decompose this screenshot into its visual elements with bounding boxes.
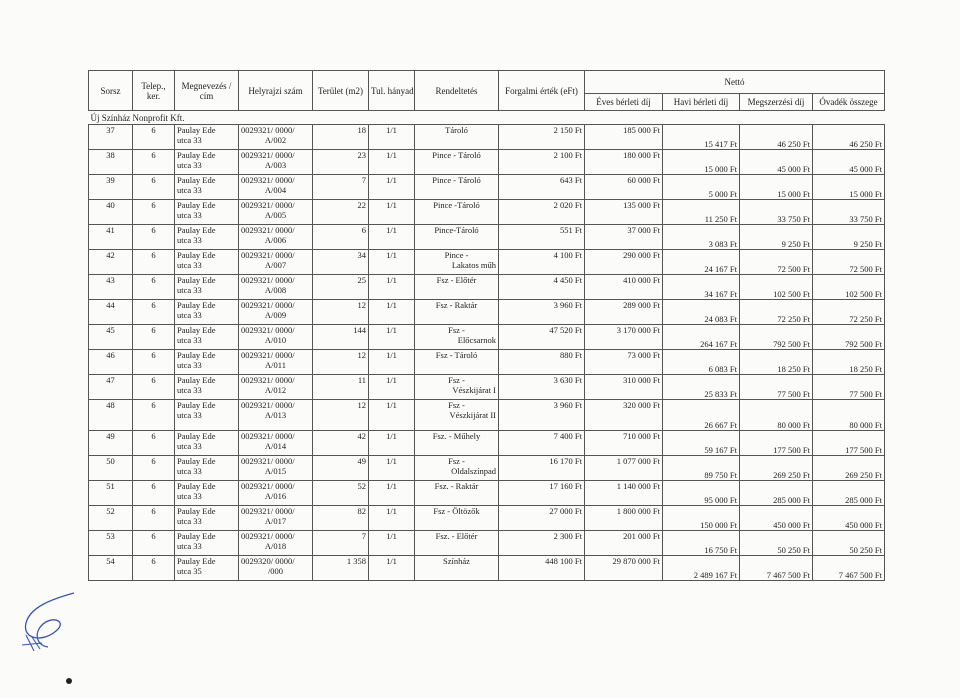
cell-terulet: 7 bbox=[361, 531, 366, 541]
cell-rendeltetes-line1: Pince-Tároló bbox=[434, 225, 479, 235]
cell-terulet: 7 bbox=[361, 175, 366, 185]
cell-havi: 59 167 Ft bbox=[704, 445, 737, 455]
cell-ovadek: 45 000 Ft bbox=[849, 164, 882, 174]
cell-havi: 11 250 Ft bbox=[704, 214, 737, 224]
cell-tul: 1/1 bbox=[386, 225, 397, 235]
cell-forgalmi: 4 450 Ft bbox=[553, 275, 582, 285]
cell-telep: 6 bbox=[151, 431, 156, 441]
cell-forgalmi: 3 960 Ft bbox=[553, 300, 582, 310]
cell-forgalmi: 880 Ft bbox=[560, 350, 582, 360]
table-row bbox=[89, 325, 885, 350]
cell-forgalmi: 16 170 Ft bbox=[549, 456, 582, 466]
cell-telep: 6 bbox=[151, 275, 156, 285]
cell-sorsz: 37 bbox=[106, 125, 115, 135]
cell-tul: 1/1 bbox=[386, 456, 397, 466]
cell-rendeltetes-line1: Fsz - Tároló bbox=[435, 350, 478, 360]
cell-havi: 89 750 Ft bbox=[704, 470, 737, 480]
cell-eves: 1 077 000 Ft bbox=[616, 456, 660, 466]
cell-address-line1: Paulay Ede bbox=[177, 325, 216, 335]
table-row bbox=[89, 506, 885, 531]
cell-sorsz: 41 bbox=[106, 225, 115, 235]
cell-rendeltetes-line1: Fsz - Előtér bbox=[436, 275, 477, 285]
cell-tul: 1/1 bbox=[386, 200, 397, 210]
cell-address-line2: utca 33 bbox=[177, 410, 202, 420]
cell-terulet: 11 bbox=[357, 375, 366, 385]
cell-telep: 6 bbox=[151, 125, 156, 135]
cell-hrsz-line2: A/004 bbox=[264, 185, 287, 195]
cell-havi: 15 000 Ft bbox=[704, 164, 737, 174]
cell-rendeltetes-line1: Színház bbox=[443, 556, 470, 566]
cell-rendeltetes-line1: Pince - bbox=[444, 250, 469, 260]
cell-ovadek: 72 250 Ft bbox=[849, 314, 882, 324]
cell-address-line2: utca 33 bbox=[177, 260, 202, 270]
cell-megszerzesi: 285 000 Ft bbox=[773, 495, 810, 505]
table-row bbox=[89, 375, 885, 400]
cell-address-line1: Paulay Ede bbox=[177, 275, 216, 285]
cell-hrsz-line1: 0029321/ 0000/ bbox=[241, 456, 295, 466]
cell-telep: 6 bbox=[151, 325, 156, 335]
cell-telep: 6 bbox=[151, 250, 156, 260]
cell-terulet: 49 bbox=[357, 456, 366, 466]
cell-megszerzesi: 80 000 Ft bbox=[777, 420, 810, 430]
cell-address-line1: Paulay Ede bbox=[177, 431, 216, 441]
cell-sorsz: 51 bbox=[106, 481, 115, 491]
cell-havi: 25 833 Ft bbox=[704, 389, 737, 399]
cell-telep: 6 bbox=[151, 531, 156, 541]
cell-telep: 6 bbox=[151, 350, 156, 360]
cell-tul: 1/1 bbox=[386, 300, 397, 310]
cell-telep: 6 bbox=[151, 225, 156, 235]
col-header-terulet: Terület (m2) bbox=[313, 71, 369, 111]
cell-address-line2: utca 33 bbox=[177, 441, 202, 451]
col-header-sorsz: Sorsz bbox=[89, 71, 133, 111]
property-table bbox=[88, 70, 885, 581]
cell-megszerzesi: 450 000 Ft bbox=[773, 520, 810, 530]
cell-rendeltetes-line1: Fsz. - Raktár bbox=[434, 481, 479, 491]
table-row bbox=[89, 225, 885, 250]
cell-rendeltetes-line1: Fsz. - Előtér bbox=[435, 531, 478, 541]
cell-rendeltetes-line1: Tároló bbox=[445, 125, 468, 135]
cell-address-line2: utca 33 bbox=[177, 235, 202, 245]
cell-terulet: 52 bbox=[357, 481, 366, 491]
cell-terulet: 6 bbox=[361, 225, 366, 235]
table-row bbox=[89, 400, 885, 431]
cell-address-line1: Paulay Ede bbox=[177, 350, 216, 360]
cell-address-line2: utca 33 bbox=[177, 360, 202, 370]
cell-hrsz-line1: 0029321/ 0000/ bbox=[241, 125, 295, 135]
cell-rendeltetes-line2: Oldalszínpad bbox=[451, 466, 496, 476]
cell-terulet: 12 bbox=[357, 300, 366, 310]
cell-eves: 73 000 Ft bbox=[627, 350, 660, 360]
cell-rendeltetes-line1: Pince - Tároló bbox=[432, 150, 481, 160]
cell-ovadek: 9 250 Ft bbox=[853, 239, 882, 249]
cell-terulet: 34 bbox=[357, 250, 366, 260]
cell-ovadek: 50 250 Ft bbox=[849, 545, 882, 555]
cell-havi: 24 167 Ft bbox=[704, 264, 737, 274]
cell-rendeltetes-line1: Fsz - bbox=[448, 325, 465, 335]
cell-hrsz-line1: 0029321/ 0000/ bbox=[241, 375, 295, 385]
cell-rendeltetes-line1: Fsz - Öltözők bbox=[433, 506, 480, 516]
cell-hrsz-line2: A/002 bbox=[264, 135, 287, 145]
cell-ovadek: 7 467 500 Ft bbox=[838, 570, 882, 580]
cell-megszerzesi: 72 250 Ft bbox=[777, 314, 810, 324]
cell-address-line1: Paulay Ede bbox=[177, 375, 216, 385]
cell-terulet: 18 bbox=[357, 125, 366, 135]
section-title: Új Színház Nonprofit Kft. bbox=[89, 111, 885, 125]
cell-eves: 1 800 000 Ft bbox=[616, 506, 660, 516]
cell-hrsz-line2: A/015 bbox=[264, 466, 287, 476]
cell-hrsz-line2: A/007 bbox=[264, 260, 287, 270]
cell-telep: 6 bbox=[151, 556, 156, 566]
cell-hrsz-line1: 0029321/ 0000/ bbox=[241, 300, 295, 310]
cell-sorsz: 49 bbox=[106, 431, 115, 441]
cell-telep: 6 bbox=[151, 506, 156, 516]
table-row bbox=[89, 125, 885, 150]
cell-megszerzesi: 177 500 Ft bbox=[773, 445, 810, 455]
cell-address-line2: utca 33 bbox=[177, 466, 202, 476]
col-header-tul: Tul. hányad bbox=[369, 71, 415, 111]
col-header-havi: Havi bérleti díj bbox=[663, 94, 740, 111]
cell-rendeltetes-line2: Előcsarnok bbox=[457, 335, 496, 345]
cell-terulet: 1 358 bbox=[346, 556, 366, 566]
table-row bbox=[89, 531, 885, 556]
col-header-telep: Telep., ker. bbox=[133, 71, 175, 111]
cell-sorsz: 47 bbox=[106, 375, 115, 385]
table-row bbox=[89, 250, 885, 275]
section-row bbox=[89, 111, 885, 125]
cell-hrsz-line2: A/016 bbox=[264, 491, 287, 501]
cell-sorsz: 52 bbox=[106, 506, 115, 516]
cell-eves: 290 000 Ft bbox=[623, 250, 660, 260]
cell-hrsz-line2: A/009 bbox=[264, 310, 287, 320]
cell-ovadek: 792 500 Ft bbox=[845, 339, 882, 349]
cell-eves: 310 000 Ft bbox=[623, 375, 660, 385]
cell-sorsz: 46 bbox=[106, 350, 115, 360]
cell-forgalmi: 17 160 Ft bbox=[549, 481, 582, 491]
cell-ovadek: 177 500 Ft bbox=[845, 445, 882, 455]
cell-havi: 5 000 Ft bbox=[708, 189, 737, 199]
cell-megszerzesi: 46 250 Ft bbox=[777, 139, 810, 149]
col-header-megszerzesi: Megszerzési díj bbox=[740, 94, 813, 111]
cell-hrsz-line1: 0029321/ 0000/ bbox=[241, 250, 295, 260]
property-table-sheet bbox=[88, 70, 884, 581]
cell-rendeltetes-line2: Vészkijárat I bbox=[452, 385, 496, 395]
cell-rendeltetes-line1: Pince - Tároló bbox=[432, 175, 481, 185]
cell-telep: 6 bbox=[151, 481, 156, 491]
cell-telep: 6 bbox=[151, 400, 156, 410]
cell-rendeltetes-line1: Fsz - bbox=[448, 400, 465, 410]
cell-havi: 34 167 Ft bbox=[704, 289, 737, 299]
cell-tul: 1/1 bbox=[386, 275, 397, 285]
cell-telep: 6 bbox=[151, 300, 156, 310]
cell-ovadek: 285 000 Ft bbox=[845, 495, 882, 505]
cell-terulet: 22 bbox=[357, 200, 366, 210]
cell-megszerzesi: 102 500 Ft bbox=[773, 289, 810, 299]
cell-forgalmi: 2 300 Ft bbox=[553, 531, 582, 541]
cell-havi: 26 667 Ft bbox=[704, 420, 737, 430]
cell-forgalmi: 551 Ft bbox=[560, 225, 582, 235]
cell-rendeltetes-line1: Fsz - bbox=[448, 456, 465, 466]
cell-forgalmi: 643 Ft bbox=[560, 175, 582, 185]
cell-eves: 1 140 000 Ft bbox=[616, 481, 660, 491]
cell-megszerzesi: 15 000 Ft bbox=[777, 189, 810, 199]
cell-address-line2: utca 33 bbox=[177, 310, 202, 320]
cell-ovadek: 450 000 Ft bbox=[845, 520, 882, 530]
cell-hrsz-line1: 0029321/ 0000/ bbox=[241, 506, 295, 516]
table-row bbox=[89, 275, 885, 300]
cell-tul: 1/1 bbox=[386, 431, 397, 441]
cell-ovadek: 269 250 Ft bbox=[845, 470, 882, 480]
cell-terulet: 42 bbox=[357, 431, 366, 441]
cell-rendeltetes-line1: Fsz - Raktár bbox=[435, 300, 478, 310]
table-row bbox=[89, 150, 885, 175]
cell-hrsz-line2: A/003 bbox=[264, 160, 287, 170]
cell-hrsz-line1: 0029321/ 0000/ bbox=[241, 431, 295, 441]
table-row bbox=[89, 556, 885, 581]
table-row bbox=[89, 350, 885, 375]
cell-address-line2: utca 33 bbox=[177, 285, 202, 295]
cell-address-line2: utca 33 bbox=[177, 335, 202, 345]
cell-address-line2: utca 33 bbox=[177, 160, 202, 170]
cell-terulet: 25 bbox=[357, 275, 366, 285]
cell-sorsz: 42 bbox=[106, 250, 115, 260]
cell-address-line2: utca 33 bbox=[177, 491, 202, 501]
table-row bbox=[89, 481, 885, 506]
cell-sorsz: 40 bbox=[106, 200, 115, 210]
cell-hrsz-line2: A/013 bbox=[264, 410, 287, 420]
cell-terulet: 12 bbox=[357, 400, 366, 410]
cell-megszerzesi: 50 250 Ft bbox=[777, 545, 810, 555]
cell-ovadek: 80 000 Ft bbox=[849, 420, 882, 430]
cell-hrsz-line1: 0029321/ 0000/ bbox=[241, 400, 295, 410]
col-header-rendeltetes: Rendeltetés bbox=[415, 71, 499, 111]
cell-address-line1: Paulay Ede bbox=[177, 506, 216, 516]
cell-address-line1: Paulay Ede bbox=[177, 556, 216, 566]
cell-tul: 1/1 bbox=[386, 531, 397, 541]
cell-megszerzesi: 18 250 Ft bbox=[777, 364, 810, 374]
cell-forgalmi: 3 960 Ft bbox=[553, 400, 582, 410]
cell-address-line2: utca 33 bbox=[177, 185, 202, 195]
cell-address-line1: Paulay Ede bbox=[177, 175, 216, 185]
cell-hrsz-line1: 0029321/ 0000/ bbox=[241, 275, 295, 285]
cell-hrsz-line1: 0029321/ 0000/ bbox=[241, 175, 295, 185]
cell-forgalmi: 47 520 Ft bbox=[549, 325, 582, 335]
cell-address-line1: Paulay Ede bbox=[177, 125, 216, 135]
cell-rendeltetes-line1: Pince -Tároló bbox=[433, 200, 480, 210]
cell-eves: 135 000 Ft bbox=[623, 200, 660, 210]
cell-hrsz-line2: A/010 bbox=[264, 335, 287, 345]
cell-address-line2: utca 33 bbox=[177, 541, 202, 551]
cell-forgalmi: 2 100 Ft bbox=[553, 150, 582, 160]
cell-tul: 1/1 bbox=[386, 481, 397, 491]
cell-rendeltetes-line2: Vészkijárat II bbox=[449, 410, 496, 420]
cell-forgalmi: 7 400 Ft bbox=[553, 431, 582, 441]
cell-telep: 6 bbox=[151, 375, 156, 385]
cell-tul: 1/1 bbox=[386, 556, 397, 566]
cell-sorsz: 45 bbox=[106, 325, 115, 335]
cell-forgalmi: 3 630 Ft bbox=[553, 375, 582, 385]
cell-megszerzesi: 792 500 Ft bbox=[773, 339, 810, 349]
cell-terulet: 23 bbox=[357, 150, 366, 160]
cell-tul: 1/1 bbox=[386, 506, 397, 516]
cell-megszerzesi: 77 500 Ft bbox=[777, 389, 810, 399]
cell-megszerzesi: 9 250 Ft bbox=[781, 239, 810, 249]
cell-ovadek: 18 250 Ft bbox=[849, 364, 882, 374]
cell-forgalmi: 2 020 Ft bbox=[553, 200, 582, 210]
cell-eves: 201 000 Ft bbox=[623, 531, 660, 541]
cell-tul: 1/1 bbox=[386, 150, 397, 160]
cell-eves: 320 000 Ft bbox=[623, 400, 660, 410]
cell-tul: 1/1 bbox=[386, 250, 397, 260]
cell-sorsz: 54 bbox=[106, 556, 115, 566]
cell-address-line1: Paulay Ede bbox=[177, 400, 216, 410]
cell-megszerzesi: 269 250 Ft bbox=[773, 470, 810, 480]
col-header-forgalmi: Forgalmi érték (eFt) bbox=[499, 71, 585, 111]
cell-eves: 180 000 Ft bbox=[623, 150, 660, 160]
cell-hrsz-line1: 0029321/ 0000/ bbox=[241, 225, 295, 235]
col-header-eves: Éves bérleti díj bbox=[585, 94, 663, 111]
cell-telep: 6 bbox=[151, 150, 156, 160]
table-row bbox=[89, 175, 885, 200]
table-row bbox=[89, 300, 885, 325]
cell-havi: 150 000 Ft bbox=[700, 520, 737, 530]
cell-ovadek: 33 750 Ft bbox=[849, 214, 882, 224]
cell-rendeltetes-line1: Fsz - bbox=[448, 375, 465, 385]
cell-havi: 24 083 Ft bbox=[704, 314, 737, 324]
cell-sorsz: 38 bbox=[106, 150, 115, 160]
cell-telep: 6 bbox=[151, 175, 156, 185]
col-header-megnevezes: Megnevezés / cím bbox=[175, 71, 239, 111]
cell-forgalmi: 448 100 Ft bbox=[545, 556, 582, 566]
cell-ovadek: 72 500 Ft bbox=[849, 264, 882, 274]
cell-hrsz-line2: A/017 bbox=[264, 516, 287, 526]
cell-sorsz: 43 bbox=[106, 275, 115, 285]
cell-address-line2: utca 33 bbox=[177, 210, 202, 220]
cell-eves: 60 000 Ft bbox=[627, 175, 660, 185]
col-header-ovadek: Óvadék összege bbox=[813, 94, 885, 111]
cell-hrsz-line2: A/008 bbox=[264, 285, 287, 295]
cell-telep: 6 bbox=[151, 456, 156, 466]
cell-ovadek: 15 000 Ft bbox=[849, 189, 882, 199]
cell-address-line1: Paulay Ede bbox=[177, 456, 216, 466]
cell-tul: 1/1 bbox=[386, 125, 397, 135]
cell-sorsz: 39 bbox=[106, 175, 115, 185]
cell-terulet: 82 bbox=[357, 506, 366, 516]
cell-sorsz: 53 bbox=[106, 531, 115, 541]
cell-address-line1: Paulay Ede bbox=[177, 531, 216, 541]
cell-hrsz-line1: 0029321/ 0000/ bbox=[241, 325, 295, 335]
cell-havi: 16 750 Ft bbox=[704, 545, 737, 555]
cell-address-line1: Paulay Ede bbox=[177, 150, 216, 160]
cell-address-line2: utca 33 bbox=[177, 385, 202, 395]
cell-sorsz: 44 bbox=[106, 300, 115, 310]
cell-address-line1: Paulay Ede bbox=[177, 250, 216, 260]
cell-hrsz-line1: 0029321/ 0000/ bbox=[241, 531, 295, 541]
cell-eves: 710 000 Ft bbox=[623, 431, 660, 441]
cell-eves: 37 000 Ft bbox=[627, 225, 660, 235]
cell-rendeltetes-line2: Lakatos műh bbox=[451, 260, 496, 270]
cell-megszerzesi: 7 467 500 Ft bbox=[766, 570, 810, 580]
cell-havi: 3 083 Ft bbox=[708, 239, 737, 249]
cell-tul: 1/1 bbox=[386, 325, 397, 335]
cell-hrsz-line1: 0029321/ 0000/ bbox=[241, 150, 295, 160]
cell-tul: 1/1 bbox=[386, 375, 397, 385]
cell-eves: 410 000 Ft bbox=[623, 275, 660, 285]
cell-telep: 6 bbox=[151, 200, 156, 210]
cell-ovadek: 77 500 Ft bbox=[849, 389, 882, 399]
cell-sorsz: 50 bbox=[106, 456, 115, 466]
ink-dot bbox=[66, 678, 72, 684]
cell-tul: 1/1 bbox=[386, 400, 397, 410]
cell-forgalmi: 4 100 Ft bbox=[553, 250, 582, 260]
cell-terulet: 144 bbox=[353, 325, 366, 335]
cell-eves: 29 870 000 Ft bbox=[612, 556, 660, 566]
cell-hrsz-line1: 0029321/ 0000/ bbox=[241, 481, 295, 491]
header-row-1 bbox=[89, 71, 885, 94]
cell-address-line2: utca 35 bbox=[177, 566, 202, 576]
cell-address-line1: Paulay Ede bbox=[177, 481, 216, 491]
cell-havi: 6 083 Ft bbox=[708, 364, 737, 374]
cell-ovadek: 102 500 Ft bbox=[845, 289, 882, 299]
cell-hrsz-line2: /000 bbox=[267, 566, 284, 576]
cell-havi: 95 000 Ft bbox=[704, 495, 737, 505]
cell-forgalmi: 2 150 Ft bbox=[553, 125, 582, 135]
cell-hrsz-line2: A/006 bbox=[264, 235, 287, 245]
cell-terulet: 12 bbox=[357, 350, 366, 360]
cell-tul: 1/1 bbox=[386, 175, 397, 185]
cell-megszerzesi: 33 750 Ft bbox=[777, 214, 810, 224]
cell-havi: 264 167 Ft bbox=[700, 339, 737, 349]
table-row bbox=[89, 431, 885, 456]
cell-hrsz-line2: A/018 bbox=[264, 541, 287, 551]
cell-address-line2: utca 33 bbox=[177, 135, 202, 145]
cell-address-line1: Paulay Ede bbox=[177, 300, 216, 310]
cell-eves: 289 000 Ft bbox=[623, 300, 660, 310]
cell-hrsz-line1: 0029320/ 0000/ bbox=[241, 556, 295, 566]
col-header-helyrajzi: Helyrajzi szám bbox=[239, 71, 313, 111]
cell-megszerzesi: 72 500 Ft bbox=[777, 264, 810, 274]
cell-sorsz: 48 bbox=[106, 400, 115, 410]
table-row bbox=[89, 456, 885, 481]
cell-hrsz-line2: A/014 bbox=[264, 441, 287, 451]
signature-mark bbox=[12, 585, 92, 655]
cell-eves: 3 170 000 Ft bbox=[616, 325, 660, 335]
cell-eves: 185 000 Ft bbox=[623, 125, 660, 135]
cell-address-line1: Paulay Ede bbox=[177, 200, 216, 210]
table-row bbox=[89, 200, 885, 225]
cell-hrsz-line2: A/005 bbox=[264, 210, 287, 220]
cell-megszerzesi: 45 000 Ft bbox=[777, 164, 810, 174]
cell-hrsz-line1: 0029321/ 0000/ bbox=[241, 350, 295, 360]
cell-tul: 1/1 bbox=[386, 350, 397, 360]
cell-address-line2: utca 33 bbox=[177, 516, 202, 526]
col-header-netto: Nettó bbox=[585, 71, 885, 94]
cell-hrsz-line1: 0029321/ 0000/ bbox=[241, 200, 295, 210]
cell-havi: 15 417 Ft bbox=[704, 139, 737, 149]
cell-address-line1: Paulay Ede bbox=[177, 225, 216, 235]
cell-havi: 2 489 167 Ft bbox=[693, 570, 737, 580]
cell-ovadek: 46 250 Ft bbox=[849, 139, 882, 149]
cell-forgalmi: 27 000 Ft bbox=[549, 506, 582, 516]
cell-hrsz-line2: A/011 bbox=[265, 360, 286, 370]
cell-hrsz-line2: A/012 bbox=[264, 385, 287, 395]
cell-rendeltetes-line1: Fsz. - Műhely bbox=[432, 431, 481, 441]
